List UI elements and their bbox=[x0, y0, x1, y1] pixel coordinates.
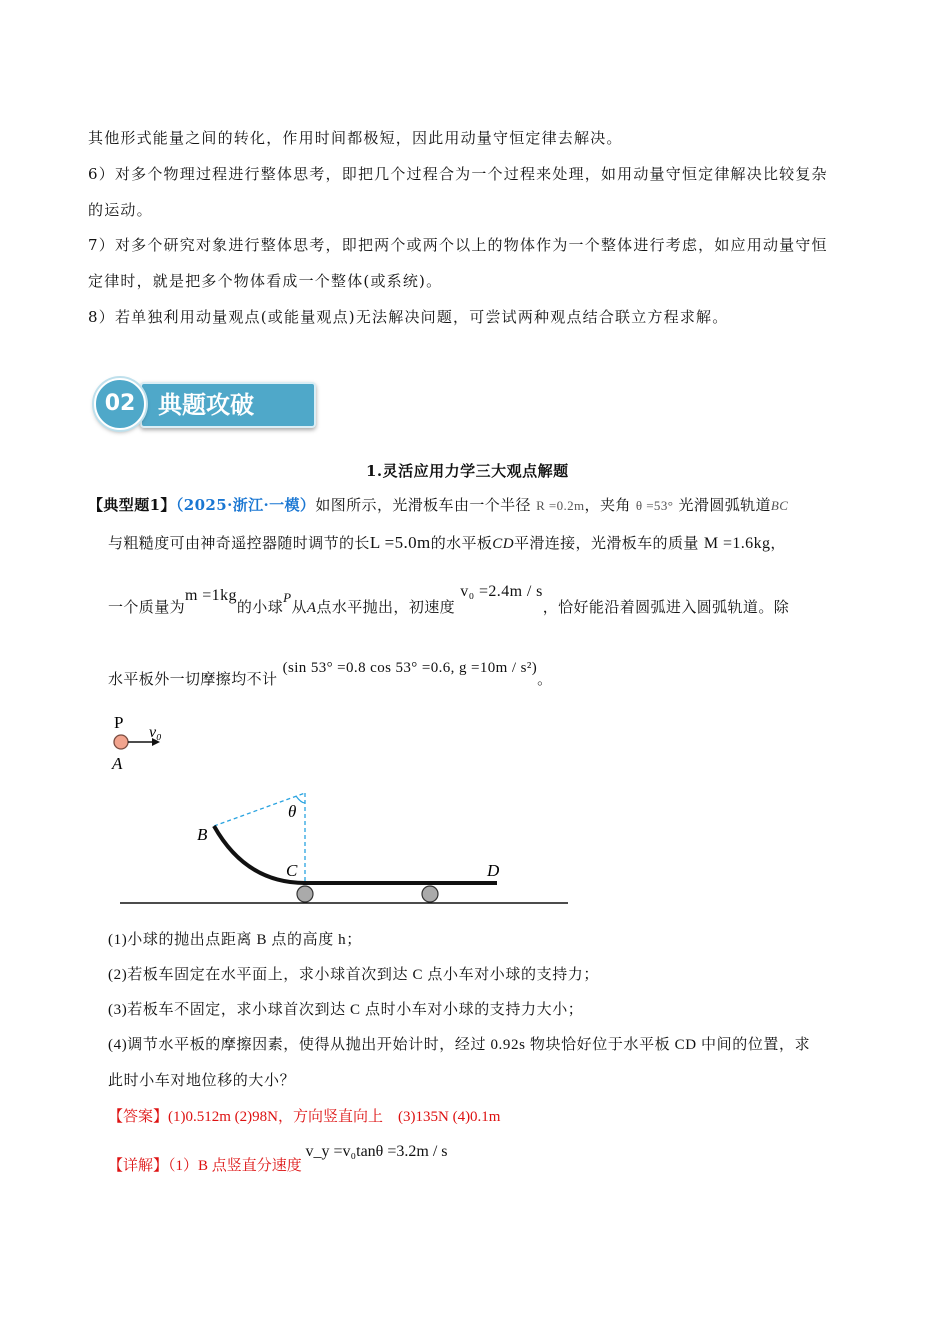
problem-text: ，夹角 bbox=[584, 496, 631, 514]
problem-text: 的小球 bbox=[236, 598, 284, 616]
ball bbox=[114, 735, 128, 749]
problem-line-1 bbox=[88, 494, 788, 515]
initial-velocity-value: v₀ =2.4m / s bbox=[460, 583, 543, 600]
problem-text: 如图所示，光滑板车由一个半径 bbox=[315, 496, 531, 514]
constants: (sin 53° =0.8 cos 53° =0.6, g =10m / s²) bbox=[282, 660, 538, 676]
problem-text: 的水平板 bbox=[430, 534, 493, 552]
arc-label: BC bbox=[770, 498, 789, 513]
problem-text: 。 bbox=[537, 670, 553, 688]
question-4-line1: (4)调节水平板的摩擦因素，使得从抛出开始计时，经过 0.92s 物块恰好位于水平板 CD 中间的位置，求 bbox=[108, 1037, 811, 1053]
point-a-label: A bbox=[306, 600, 317, 616]
section-title: 典题攻破 bbox=[158, 391, 254, 419]
wheel-left bbox=[297, 886, 313, 902]
problem-text: ， bbox=[770, 534, 786, 552]
section-number: 02 bbox=[104, 391, 136, 416]
problem-text: ，恰好能沿着圆弧进入圆弧轨道。除 bbox=[542, 598, 790, 616]
detail-formula: v_y =v₀tanθ =3.2m / s bbox=[305, 1143, 448, 1160]
cart-mass-value: M =1.6kg bbox=[703, 535, 771, 552]
detail-label: 【详解】 bbox=[108, 1158, 169, 1174]
problem-text: 与粗糙度可由神奇遥控器随时调节的长 bbox=[108, 534, 370, 552]
figure-label-a: A bbox=[112, 754, 123, 773]
intro-item-7-line2: 定律时，就是把多个物体看成一个整体(或系统)。 bbox=[88, 272, 443, 290]
detail-line bbox=[108, 1143, 448, 1175]
section-number-badge bbox=[94, 378, 146, 430]
angle-value: θ =53° bbox=[635, 498, 674, 513]
problem-text: 点水平抛出，初速度 bbox=[316, 598, 456, 616]
figure-label-c: C bbox=[286, 861, 298, 880]
question-3: (3)若板车不固定，求小球首次到达 C 点时小车对小球的支持力大小； bbox=[108, 1002, 584, 1018]
wheel-right bbox=[422, 886, 438, 902]
problem-text: 平滑连接，光滑板车的质量 bbox=[513, 534, 699, 552]
ball-mass-value: m =1kg bbox=[185, 587, 237, 604]
ball-label: P bbox=[283, 590, 292, 605]
answer-text: (1)0.512m (2)98N，方向竖直向上 (3)135N (4)0.1m bbox=[168, 1109, 501, 1125]
section-banner bbox=[94, 378, 316, 430]
length-value: L =5.0m bbox=[369, 533, 431, 552]
answer-line bbox=[108, 1105, 500, 1126]
problem-text: 光滑圆弧轨道 bbox=[678, 496, 771, 514]
figure-label-v0: v₀ bbox=[149, 724, 162, 741]
track-diagram bbox=[0, 700, 950, 910]
problem-line-2 bbox=[108, 532, 786, 553]
figure-label-b: B bbox=[197, 825, 208, 844]
intro-item-6-line1: 6）对多个物理过程进行整体思考，即把几个过程合为一个过程来处理，如用动量守恒定律解决比较复杂 bbox=[88, 165, 828, 183]
figure-label-p: P bbox=[114, 713, 124, 732]
subsection-heading: 1.灵活应用力学三大观点解题 bbox=[366, 462, 569, 480]
problem-text: 从 bbox=[291, 598, 307, 616]
problem-source: （2025·浙江·一模） bbox=[175, 496, 316, 514]
question-2: (2)若板车固定在水平面上，求小球首次到达 C 点小车对小球的支持力； bbox=[108, 967, 599, 983]
radius-value: R =0.2m bbox=[536, 498, 585, 513]
answer-label: 【答案】 bbox=[108, 1109, 169, 1125]
intro-item-7-line1: 7）对多个研究对象进行整体思考，即把两个或两个以上的物体作为一个整体进行考虑，如应用动量守恒 bbox=[88, 236, 828, 254]
detail-text: （1）B 点竖直分速度 bbox=[168, 1158, 302, 1174]
question-1: (1)小球的抛出点距离 B 点的高度 h； bbox=[108, 932, 362, 948]
figure-label-d: D bbox=[487, 861, 500, 880]
problem-text: 水平板外一切摩擦均不计 bbox=[108, 670, 278, 688]
intro-continuation: 其他形式能量之间的转化，作用时间都极短，因此用动量守恒定律去解决。 bbox=[88, 129, 623, 147]
angle-arc bbox=[296, 796, 305, 803]
problem-line-4 bbox=[108, 660, 553, 689]
problem-tag: 【典型题1】 bbox=[88, 496, 176, 514]
figure-label-theta: θ bbox=[288, 802, 297, 821]
plate-label: CD bbox=[492, 536, 514, 552]
question-4-line2: 此时小车对地位移的大小？ bbox=[108, 1073, 296, 1089]
intro-item-6-line2: 的运动。 bbox=[88, 201, 153, 219]
problem-text: 一个质量为 bbox=[108, 598, 186, 616]
problem-line-3 bbox=[108, 583, 790, 617]
intro-item-8: 8）若单独利用动量观点(或能量观点)无法解决问题，可尝试两种观点结合联立方程求解。 bbox=[88, 308, 729, 326]
